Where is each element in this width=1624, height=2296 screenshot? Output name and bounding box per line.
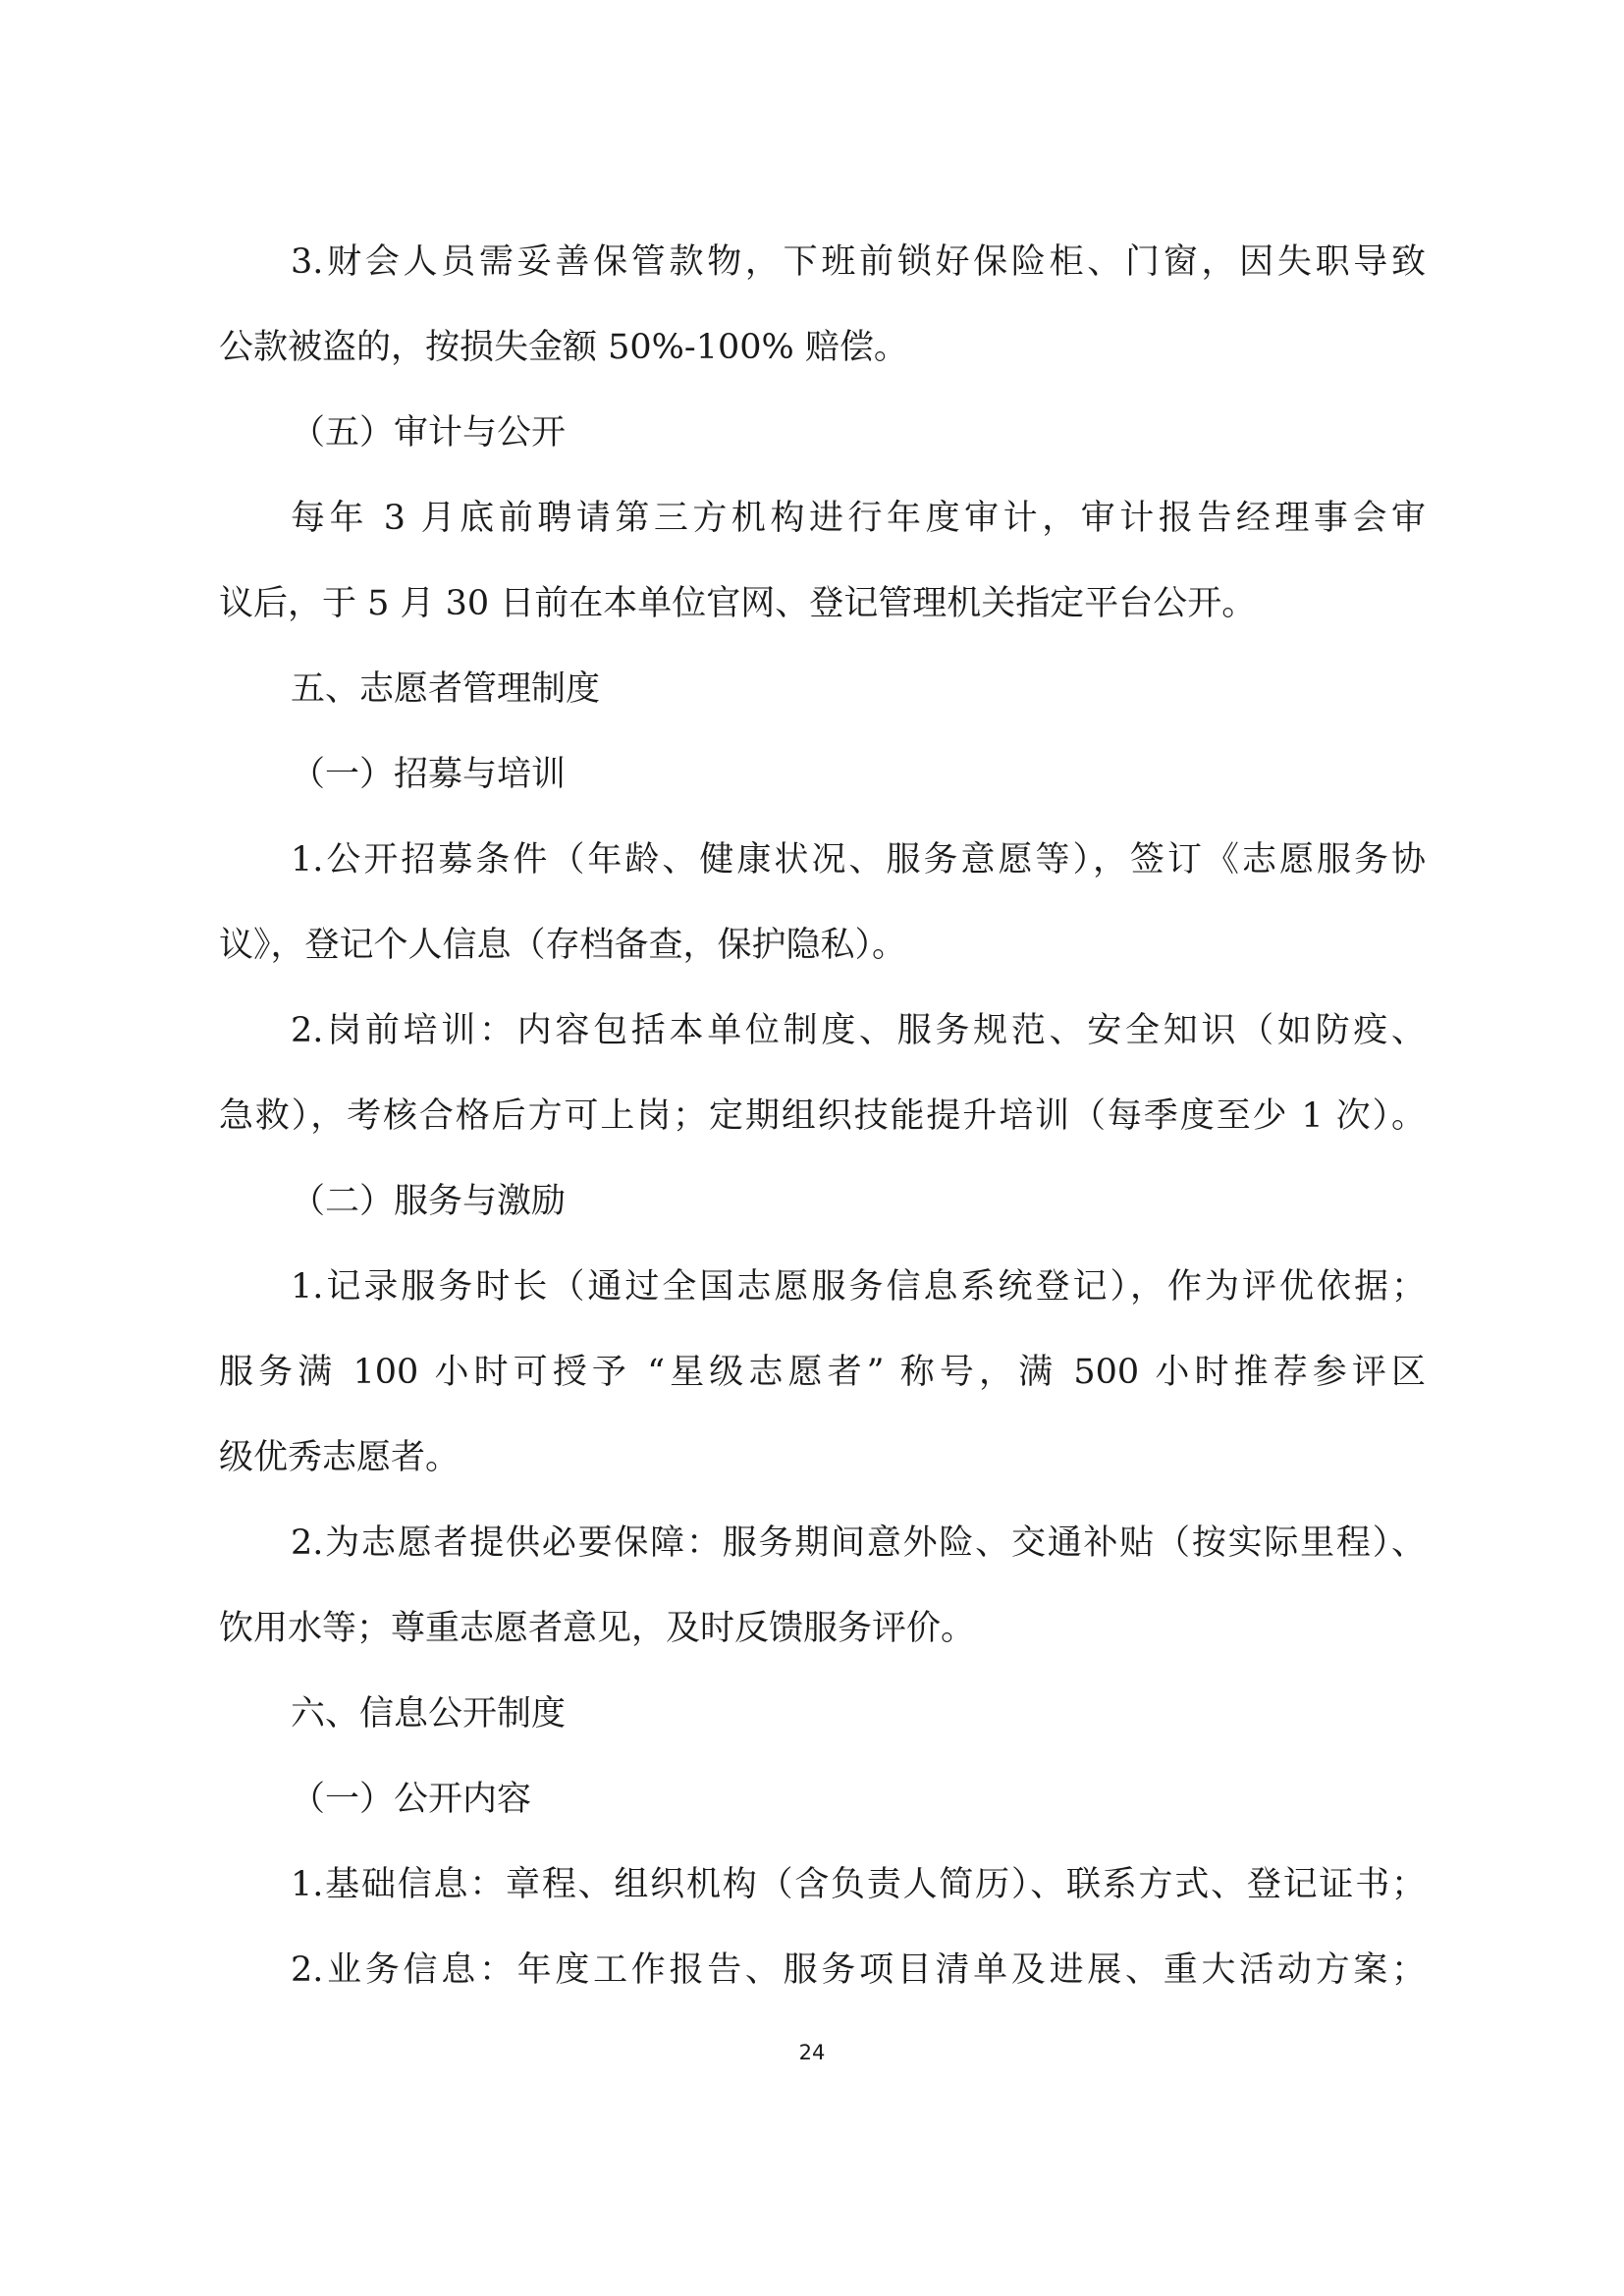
section-heading: （一）公开内容 (291, 1780, 532, 1819)
section-heading: （二）服务与激励 (291, 1182, 567, 1221)
section-heading: （五）审计与公开 (291, 413, 567, 453)
paragraph-line: 2.岗前培训：内容包括本单位制度、服务规范、安全知识（如防疫、 (291, 1011, 1426, 1050)
paragraph-line: 急救），考核合格后方可上岗；定期组织技能提升培训（每季度至少 1 次）。 (219, 1096, 1426, 1136)
paragraph-line: 每年 3 月底前聘请第三方机构进行年度审计，审计报告经理事会审 (291, 499, 1426, 538)
chapter-heading: 六、信息公开制度 (291, 1694, 567, 1734)
paragraph-line: 议后，于 5 月 30 日前在本单位官网、登记管理机关指定平台公开。 (219, 584, 1257, 623)
paragraph-line: 服务满 100 小时可授予 “星级志愿者” 称号，满 500 小时推荐参评区 (219, 1353, 1426, 1392)
paragraph-line: 1.基础信息：章程、组织机构（含负责人简历）、联系方式、登记证书； (291, 1865, 1426, 1904)
chapter-heading: 五、志愿者管理制度 (291, 669, 601, 709)
paragraph-line: 饮用水等；尊重志愿者意见，及时反馈服务评价。 (219, 1609, 976, 1648)
paragraph-line: 1.记录服务时长（通过全国志愿服务信息系统登记），作为评优依据； (291, 1267, 1426, 1307)
paragraph-line: 级优秀志愿者。 (219, 1438, 460, 1477)
paragraph-line: 2.业务信息：年度工作报告、服务项目清单及进展、重大活动方案； (291, 1950, 1426, 1990)
paragraph-line: 1.公开招募条件（年龄、健康状况、服务意愿等），签订《志愿服务协 (291, 840, 1426, 880)
section-heading: （一）招募与培训 (291, 755, 567, 794)
paragraph-line: 3.财会人员需妥善保管款物，下班前锁好保险柜、门窗，因失职导致 (291, 242, 1426, 282)
page-number: 24 (798, 2041, 826, 2064)
paragraph-line: 公款被盗的，按损失金额 50%-100% 赔偿。 (219, 328, 908, 367)
paragraph-line: 2.为志愿者提供必要保障：服务期间意外险、交通补贴（按实际里程）、 (291, 1523, 1426, 1563)
paragraph-line: 议》，登记个人信息（存档备查，保护隐私）。 (219, 926, 907, 965)
